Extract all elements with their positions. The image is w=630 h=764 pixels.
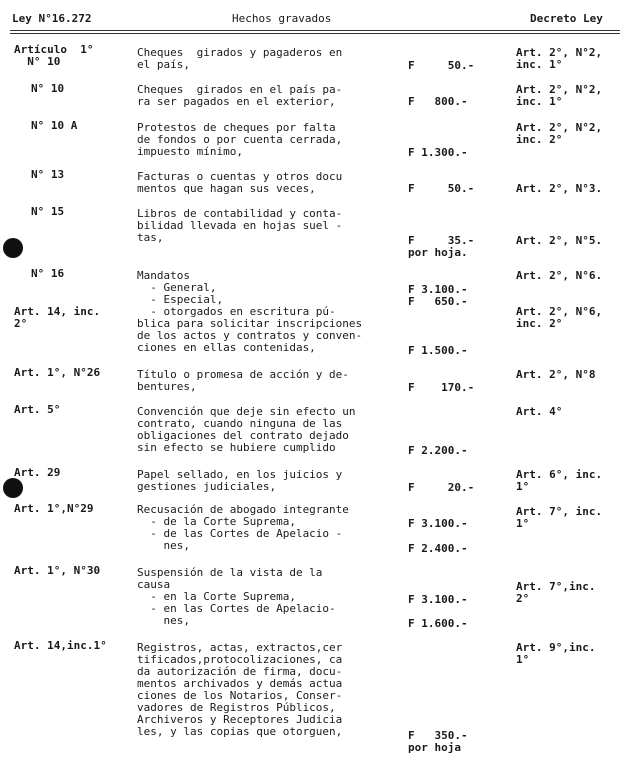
binder-hole-lower — [3, 478, 23, 498]
desc-7-line-1: bentures, — [137, 380, 197, 393]
decree-9-line-0: Art. 6°, inc. — [516, 468, 603, 481]
amount-4-line-0: F 35.- — [408, 234, 475, 247]
desc-8-line-0: Convención que deje sin efecto un — [137, 405, 356, 418]
desc-11-line-1: causa — [137, 578, 171, 591]
desc-12-line-2: da autorización de firma, docu- — [137, 665, 343, 678]
desc-3-line-1: mentos que hagan sus veces, — [137, 182, 316, 195]
ref-9-line-0: Art. 29 — [14, 466, 61, 479]
ref-5-line-0: N° 16 — [31, 267, 65, 280]
ref-0-line-1: N° 10 — [14, 55, 61, 68]
amount-10-line-1: F 2.400.- — [408, 542, 468, 555]
decree-6-line-1: inc. 2° — [516, 317, 563, 330]
ref-12-line-0: Art. 14,inc.1° — [14, 639, 107, 652]
amount-12-line-1: por hoja — [408, 741, 461, 754]
ref-10-line-0: Art. 1°,N°29 — [14, 502, 94, 515]
amount-9-line-0: F 20.- — [408, 481, 475, 494]
decree-1-line-1: inc. 1° — [516, 95, 563, 108]
desc-12-line-4: ciones de los Notarios, Conser- — [137, 689, 343, 702]
decree-9-line-1: 1° — [516, 480, 530, 493]
decree-10-line-1: 1° — [516, 517, 530, 530]
desc-8-line-1: contrato, cuando ninguna de las — [137, 417, 343, 430]
desc-4-line-1: bilidad llevada en hojas suel - — [137, 219, 343, 232]
amount-7-line-0: F 170.- — [408, 381, 475, 394]
desc-8-line-2: obligaciones del contrato dejado — [137, 429, 349, 442]
decree-5-line-0: Art. 2°, N°6. — [516, 269, 603, 282]
desc-0-line-1: el país, — [137, 58, 190, 71]
header-decree: Decreto Ley — [530, 12, 603, 25]
desc-4-line-0: Libros de contabilidad y conta- — [137, 207, 343, 220]
desc-6-line-1: blica para solicitar inscripciones — [137, 317, 363, 330]
ref-2-line-0: N° 10 A — [31, 119, 78, 132]
decree-3-line-0: Art. 2°, N°3. — [516, 182, 603, 195]
decree-12-line-0: Art. 9°,inc. — [516, 641, 596, 654]
ref-11-line-0: Art. 1°, N°30 — [14, 564, 101, 577]
desc-6-line-2: de los actos y contratos y conven- — [137, 329, 363, 342]
ref-3-line-0: N° 13 — [31, 168, 65, 181]
amount-6-line-0: F 1.500.- — [408, 344, 468, 357]
desc-11-line-4: nes, — [137, 614, 190, 627]
ref-7-line-0: Art. 1°, N°26 — [14, 366, 101, 379]
ref-1-line-0: N° 10 — [31, 82, 65, 95]
ref-6-line-0: Art. 14, inc. — [14, 305, 101, 318]
decree-6-line-0: Art. 2°, N°6, — [516, 305, 603, 318]
ref-8-line-0: Art. 5° — [14, 403, 61, 416]
decree-12-line-1: 1° — [516, 653, 530, 666]
amount-8-line-0: F 2.200.- — [408, 444, 468, 457]
header-title: Hechos gravados — [232, 12, 332, 25]
ref-6-line-1: 2° — [14, 317, 28, 330]
amount-5-line-1: F 650.- — [408, 295, 468, 308]
decree-2-line-1: inc. 2° — [516, 133, 563, 146]
ref-0-line-0: Artículo 1° — [14, 43, 94, 56]
desc-10-line-3: nes, — [137, 539, 190, 552]
desc-2-line-2: impuesto mínimo, — [137, 145, 243, 158]
amount-3-line-0: F 50.- — [408, 182, 475, 195]
amount-1-line-0: F 800.- — [408, 95, 468, 108]
header-rule-top — [10, 30, 620, 31]
desc-12-line-5: vadores de Registros Públicos, — [137, 701, 336, 714]
desc-4-line-2: tas, — [137, 231, 164, 244]
desc-2-line-0: Protestos de cheques por falta — [137, 121, 336, 134]
desc-1-line-1: ra ser pagados en el exterior, — [137, 95, 336, 108]
desc-9-line-1: gestiones judiciales, — [137, 480, 277, 493]
desc-1-line-0: Cheques girados en el país pa- — [137, 83, 343, 96]
desc-9-line-0: Papel sellado, en los juicios y — [137, 468, 343, 481]
desc-6-line-0: - otorgados en escritura pú- — [137, 305, 336, 318]
desc-10-line-2: - de las Cortes de Apelacio - — [137, 527, 343, 540]
desc-8-line-3: sin efecto se hubiere cumplido — [137, 441, 336, 454]
desc-7-line-0: Título o promesa de acción y de- — [137, 368, 349, 381]
decree-1-line-0: Art. 2°, N°2, — [516, 83, 603, 96]
desc-12-line-0: Registros, actas, extractos,cer — [137, 641, 343, 654]
desc-0-line-0: Cheques girados y pagaderos en — [137, 46, 343, 59]
decree-11-line-1: 2° — [516, 592, 530, 605]
decree-4-line-0: Art. 2°, N°5. — [516, 234, 603, 247]
header-rule-bottom — [10, 33, 620, 34]
decree-10-line-0: Art. 7°, inc. — [516, 505, 603, 518]
amount-11-line-1: F 1.600.- — [408, 617, 468, 630]
desc-11-line-3: - en las Cortes de Apelacio- — [137, 602, 336, 615]
amount-12-line-0: F 350.- — [408, 729, 468, 742]
ref-4-line-0: N° 15 — [31, 205, 65, 218]
amount-5-line-0: F 3.100.- — [408, 283, 468, 296]
decree-8-line-0: Art. 4° — [516, 405, 563, 418]
decree-0-line-1: inc. 1° — [516, 58, 563, 71]
amount-10-line-0: F 3.100.- — [408, 517, 468, 530]
amount-11-line-0: F 3.100.- — [408, 593, 468, 606]
amount-2-line-0: F 1.300.- — [408, 146, 468, 159]
amount-0-line-0: F 50.- — [408, 59, 475, 72]
desc-12-line-6: Archiveros y Receptores Judicia — [137, 713, 343, 726]
decree-2-line-0: Art. 2°, N°2, — [516, 121, 603, 134]
decree-7-line-0: Art. 2°, N°8 — [516, 368, 596, 381]
desc-5-line-1: - General, — [137, 281, 217, 294]
decree-11-line-0: Art. 7°,inc. — [516, 580, 596, 593]
desc-3-line-0: Facturas o cuentas y otros docu — [137, 170, 343, 183]
decree-0-line-0: Art. 2°, N°2, — [516, 46, 603, 59]
desc-5-line-0: Mandatos — [137, 269, 190, 282]
desc-6-line-3: ciones en ellas contenidas, — [137, 341, 316, 354]
desc-10-line-0: Recusación de abogado integrante — [137, 503, 349, 516]
desc-10-line-1: - de la Corte Suprema, — [137, 515, 296, 528]
desc-2-line-1: de fondos o por cuenta cerrada, — [137, 133, 343, 146]
desc-12-line-3: mentos archivados y demás actua — [137, 677, 343, 690]
desc-11-line-2: - en la Corte Suprema, — [137, 590, 296, 603]
amount-4-line-1: por hoja. — [408, 246, 468, 259]
desc-12-line-7: les, y las copias que otorguen, — [137, 725, 343, 738]
desc-5-line-2: - Especial, — [137, 293, 224, 306]
header-law: Ley N°16.272 — [12, 12, 92, 25]
desc-11-line-0: Suspensión de la vista de la — [137, 566, 323, 579]
desc-12-line-1: tificados,protocolizaciones, ca — [137, 653, 343, 666]
binder-hole-upper — [3, 238, 23, 258]
